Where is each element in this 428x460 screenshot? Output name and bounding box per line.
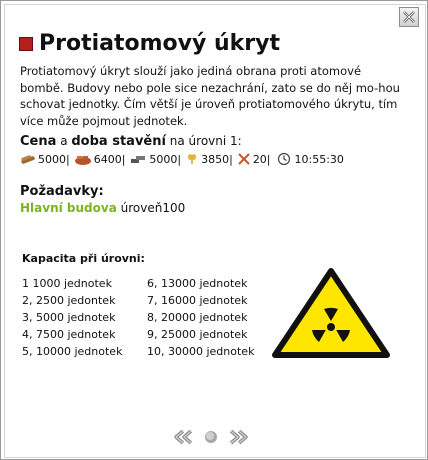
capacity-row: 8, 20000 jednotek: [147, 311, 248, 324]
capacity-heading: Kapacita při úrovni:: [22, 252, 145, 265]
required-level: úroveň100: [116, 201, 186, 215]
requirements-heading: Požadavky:: [20, 184, 104, 199]
capacity-row: 5, 10000 jednotek: [22, 345, 123, 358]
clock-icon: [277, 152, 291, 166]
crop-icon: [185, 153, 199, 165]
iron-cost: 5000|: [149, 152, 182, 166]
capacity-row: 10, 30000 jednotek: [147, 345, 255, 358]
close-button[interactable]: [399, 7, 419, 27]
next-page-button[interactable]: [227, 429, 249, 445]
wood-icon: [20, 153, 36, 165]
build-time: 10:55:30: [294, 152, 344, 166]
iron-icon: [129, 153, 147, 165]
cost-and: a: [56, 134, 72, 148]
clay-cost: 6400|: [93, 152, 126, 166]
clay-icon: [74, 153, 92, 165]
build-time-label: doba stavění: [71, 134, 166, 149]
cost-heading: [20, 134, 242, 149]
previous-page-button[interactable]: [173, 429, 195, 445]
upkeep-icon: [237, 153, 251, 165]
resource-cost-row: [20, 152, 344, 166]
capacity-row: 1 1000 jednotek: [22, 277, 112, 290]
close-icon: [400, 8, 418, 26]
capacity-row: 6, 13000 jednotek: [147, 277, 248, 290]
page-title: Protiatomový úkryt: [39, 31, 281, 56]
required-building-link[interactable]: Hlavní budova: [20, 201, 117, 215]
cost-label: Cena: [20, 134, 57, 149]
building-description: Protiatomový úkryt slouží jako jediná obrana proti atomové bombě. Budovy nebo pole sice nezachrání, zato se do něj mo-hou schovat jednotky. Čím větší je úroveň protiatomového úkrytu, tím více může pojmout jednotek.: [20, 64, 400, 128]
crop-cost: 3850|: [201, 152, 233, 166]
capacity-column-1: [22, 275, 122, 360]
wood-cost: 5000|: [38, 152, 70, 166]
title-bullet-icon: [19, 37, 33, 51]
cost-level-label: na úrovni 1:: [165, 134, 242, 148]
capacity-row: 3, 5000 jednotek: [22, 311, 116, 324]
pagination-nav: [173, 429, 249, 445]
radiation-hazard-icon: [271, 267, 391, 359]
capacity-row: 9, 25000 jednotek: [147, 328, 248, 341]
capacity-row: 4, 7500 jednotek: [22, 328, 116, 341]
upkeep-cost: 20|: [252, 152, 271, 166]
current-page-dot[interactable]: [201, 429, 221, 445]
capacity-row: 2, 2500 jedontek: [22, 294, 116, 307]
requirements-line: [20, 201, 185, 215]
capacity-row: 7, 16000 jednotek: [147, 294, 248, 307]
capacity-column-2: [147, 275, 254, 360]
title-row: [19, 31, 280, 56]
